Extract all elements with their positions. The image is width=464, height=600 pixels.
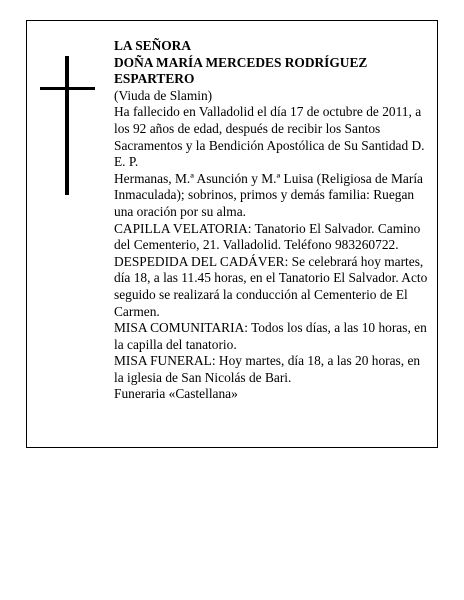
death-announcement: Ha fallecido en Valladolid el día 17 de octubre de 2011, a los 92 años de edad, después de recibir los Santos Sacramentos y la Bendición Apostólica de Su Santidad D. E. P. [114, 104, 425, 170]
cross-icon-crossbar [40, 87, 95, 90]
funeral-home: Funeraria «Castellana» [114, 386, 238, 402]
family-mourners: Hermanas, M.ª Asunción y M.ª Luisa (Religiosa de María Inmaculada); sobrinos, primos y demás familia: Ruegan una oración por su alma. [114, 170, 423, 219]
funeral-mass-info: MISA FUNERAL: Hoy martes, día 18, a las 20 horas, en la iglesia de San Nicolás de Bari. [114, 353, 421, 385]
deceased-title: LA SEÑORA [114, 38, 192, 53]
cross-icon [65, 56, 69, 195]
farewell-info: DESPEDIDA DEL CADÁVER: Se celebrará hoy martes, día 18, a las 11.45 horas, en el Tanatorio El Salvador. Acto seguido se realizará la conducción al Cementerio de El Carmen. [114, 253, 428, 319]
deceased-name: DOÑA MARÍA MERCEDES RODRÍGUEZ ESPARTERO [114, 54, 368, 87]
community-mass-info: MISA COMUNITARIA: Todos los días, a las 10 horas, en la capilla del tanatorio. [114, 320, 427, 352]
obituary-text [114, 38, 428, 403]
widow-note: (Viuda de Slamin) [114, 87, 213, 103]
wake-chapel-info: CAPILLA VELATORIA: Tanatorio El Salvador. Camino del Cementerio, 21. Valladolid. Teléfono 983260722. [114, 220, 421, 253]
